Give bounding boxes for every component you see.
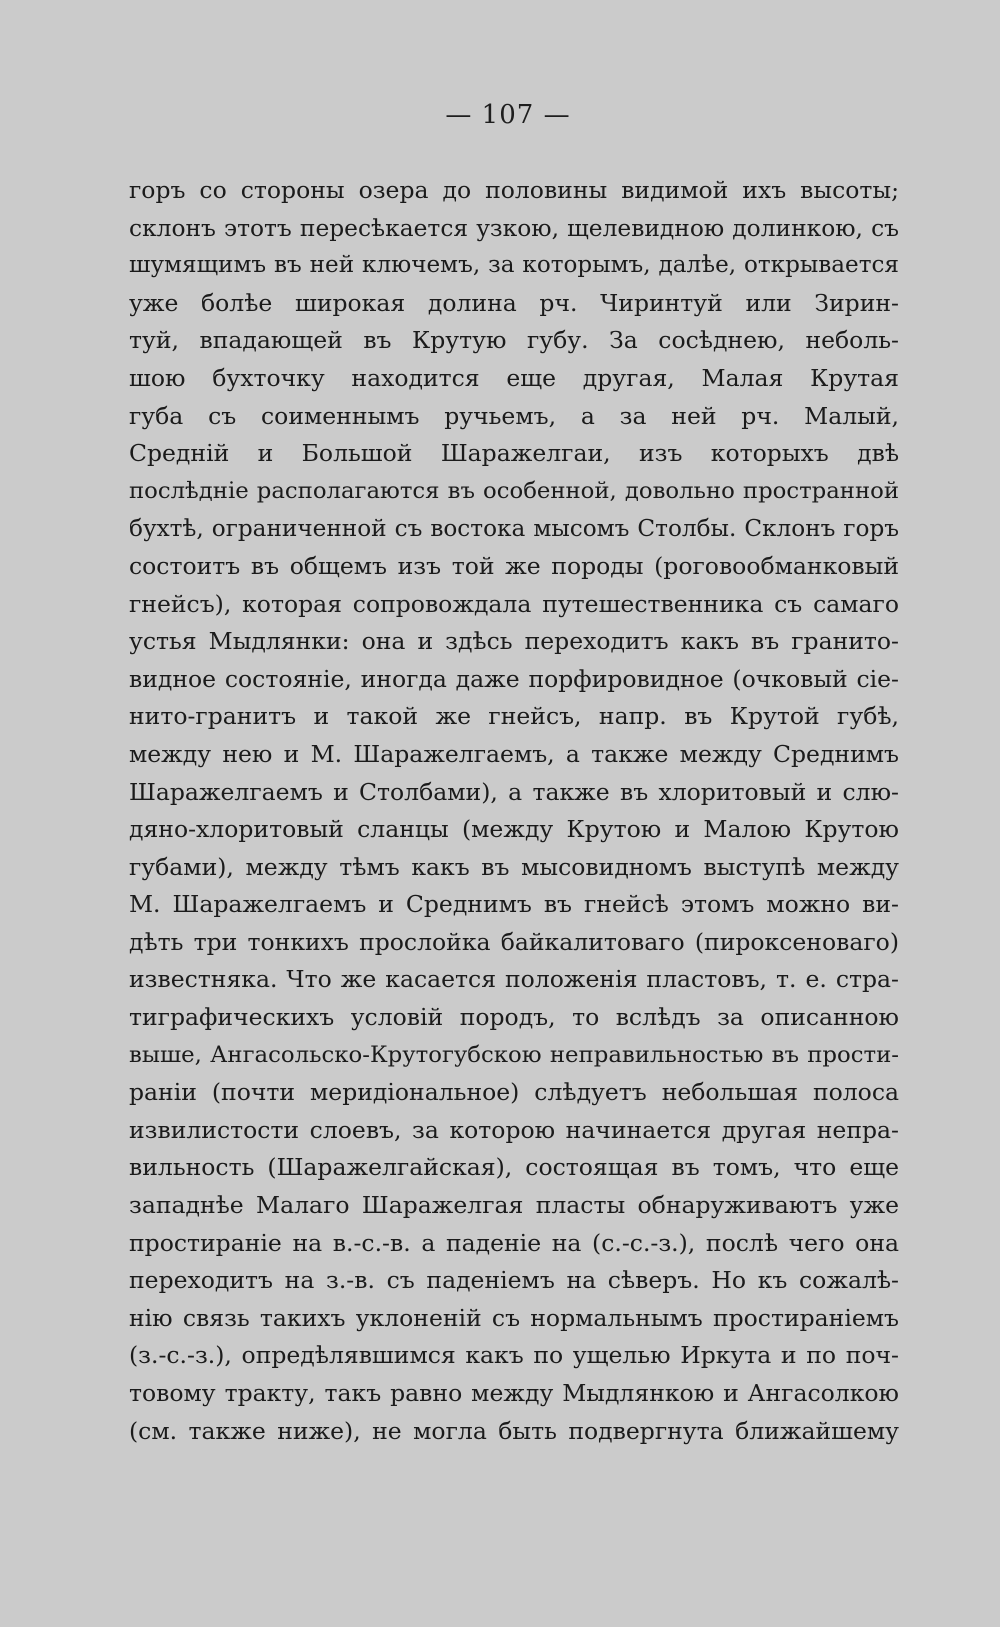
text-line: дяно-хлоритовый сланцы (между Крутою и Малою Крутою [129, 815, 899, 844]
text-line: склонъ этотъ пересѣкается узкою, щелевидною долинкою, съ [129, 213, 899, 242]
text-line: бухтѣ, ограниченной съ востока мысомъ Столбы. Склонъ горъ [129, 515, 899, 543]
text-line: товому тракту, такъ равно между Мыдлянкою и Ангасолкою [129, 1379, 899, 1407]
text-line: нито-гранитъ и такой же гнейсъ, напр. въ Крутой губѣ, [129, 702, 899, 731]
text-line: туй, впадающей въ Крутую губу. За сосѣднею, неболь- [129, 326, 899, 355]
page-number: — 107 — [445, 100, 571, 130]
text-line: между нею и М. Шаражелгаемъ, а также между Среднимъ [129, 739, 899, 768]
text-line: тиграфическихъ условій породъ, то вслѣдъ за описанною [129, 1003, 899, 1032]
body-text [129, 172, 899, 1450]
text-line: Шаражелгаемъ и Столбами), а также въ хлоритовый и слю- [129, 777, 899, 806]
text-line: шумящимъ въ ней ключемъ, за которымъ, далѣе, открывается [129, 252, 899, 279]
text-line: гнейсъ), которая сопровождала путешественника съ самаго [129, 589, 899, 618]
text-line: состоитъ въ общемъ изъ той же породы (роговообманковый [129, 551, 899, 580]
text-line: дѣть три тонкихъ прослойка байкалитоваго (пироксеноваго) [129, 927, 899, 956]
text-line: раніи (почти меридіональное) слѣдуетъ небольшая полоса [129, 1078, 899, 1107]
text-line: известняка. Что же касается положенія пластовъ, т. е. стра- [129, 965, 899, 994]
text-line: (з.-с.-з.), опредѣлявшимся какъ по ущелью Иркута и по поч- [129, 1341, 899, 1370]
text-line: вильность (Шаражелгайская), состоящая въ томъ, что еще [129, 1153, 899, 1182]
text-line: простираніе на в.-с.-в. а паденіе на (с.-с.-з.), послѣ чего она [129, 1228, 899, 1257]
text-line: выше, Ангасольско-Крутогубскою неправильностью въ прости- [129, 1041, 899, 1068]
text-line: горъ со стороны озера до половины видимой ихъ высоты; [129, 176, 899, 204]
text-line: губа съ соименнымъ ручьемъ, а за ней рч. Малый, [129, 401, 899, 430]
text-line: (см. также ниже), не могла быть подвергнута ближайшему [129, 1416, 899, 1445]
text-line: Средній и Большой Шаражелгаи, изъ которыхъ двѣ [129, 439, 899, 468]
text-line: западнѣе Малаго Шаражелгая пласты обнаруживаютъ уже [129, 1191, 899, 1220]
text-line: устья Мыдлянки: она и здѣсь переходитъ какъ въ гранито- [129, 627, 899, 656]
text-line: извилистости слоевъ, за которою начинается другая непра- [129, 1115, 899, 1144]
text-line: губами), между тѣмъ какъ въ мысовидномъ выступѣ между [129, 852, 899, 881]
text-line: переходитъ на з.-в. съ паденіемъ на сѣверъ. Но къ сожалѣ- [129, 1266, 899, 1295]
text-line: М. Шаражелгаемъ и Среднимъ въ гнейсѣ этомъ можно ви- [129, 890, 899, 919]
text-line: послѣдніе располагаются въ особенной, довольно пространной [129, 477, 899, 504]
text-line: нію связь такихъ уклоненій съ нормальнымъ простираніемъ [129, 1303, 899, 1332]
text-line: шою бухточку находится еще другая, Малая Крутая [129, 363, 899, 392]
text-line: уже болѣе широкая долина рч. Чиринтуй или Зирин- [129, 288, 899, 317]
text-line: видное состояніе, иногда даже порфировидное (очковый сіе- [129, 664, 899, 693]
